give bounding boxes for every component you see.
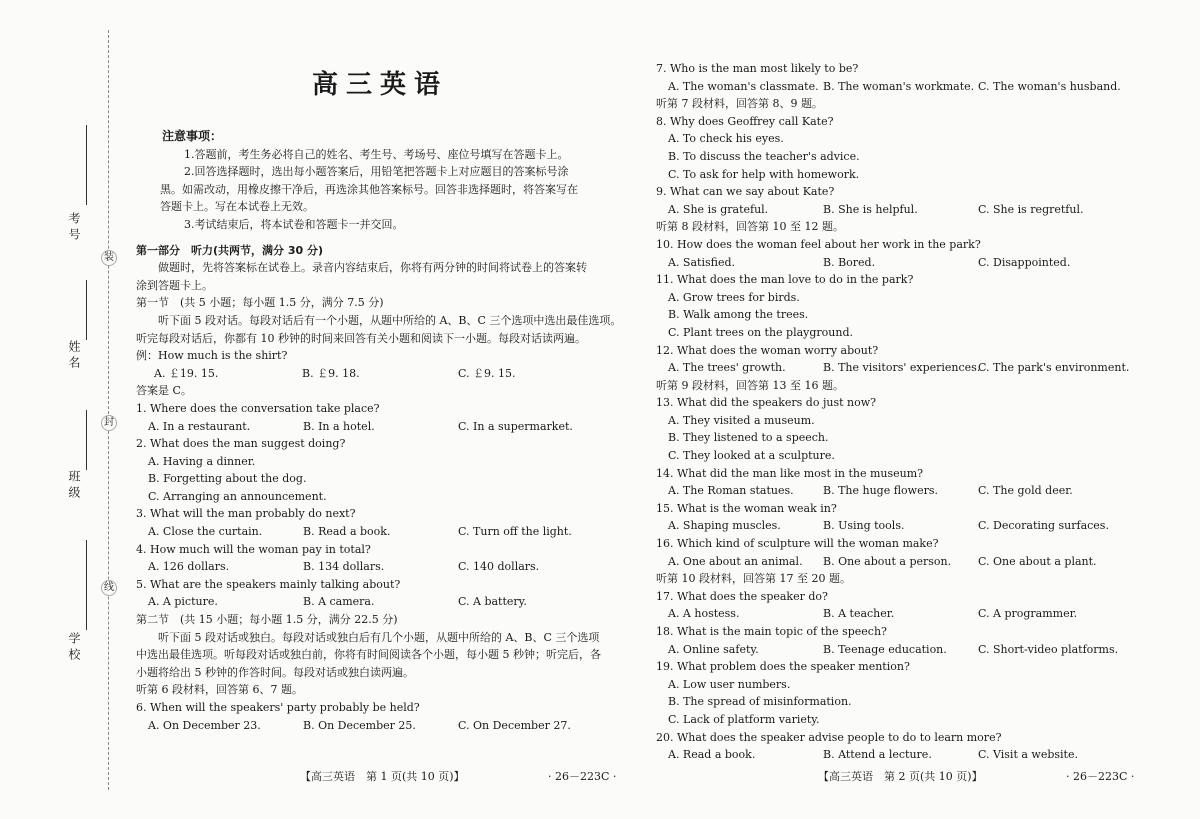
option-b: B. ￡9. 18. xyxy=(302,366,360,380)
option-b[interactable]: B. A camera. xyxy=(303,595,375,609)
option-c[interactable]: C. Plant trees on the playground. xyxy=(668,325,854,339)
notice-item: 1.答题前，考生务必将自己的姓名、考生号、考场号、座位号填写在答题卡上。 xyxy=(184,147,569,161)
option-c[interactable]: C. To ask for help with homework. xyxy=(668,167,860,181)
option-c[interactable]: C. The park's environment. xyxy=(978,361,1130,375)
notice-item: 黑。如需改动，用橡皮擦干净后，再选涂其他答案标号。回答非选择题时，将答案写在 xyxy=(160,182,578,196)
part1-intro: 做题时，先将答案标在试卷上。录音内容结束后，你将有两分钟的时间将试卷上的答案转 xyxy=(158,261,587,275)
options-17 xyxy=(656,605,1176,623)
option-c[interactable]: C. A battery. xyxy=(458,595,527,609)
option-b[interactable]: B. One about a person. xyxy=(823,554,952,568)
option-b[interactable]: B. Using tools. xyxy=(823,519,905,533)
option-a[interactable]: A. Online safety. xyxy=(668,642,759,656)
options-20 xyxy=(656,746,1176,764)
options-1 xyxy=(136,418,616,436)
question-7: 7. Who is the man most likely to be? xyxy=(656,62,859,75)
question-4: 4. How much will the woman pay in total? xyxy=(136,542,371,556)
section2-heading: 第二节 (共 15 小题；每小题 1.5 分，满分 22.5 分) xyxy=(136,613,398,627)
option-b[interactable]: B. Walk among the trees. xyxy=(668,308,809,322)
example-question: 例：How much is the shirt? xyxy=(136,349,288,363)
right-column xyxy=(656,60,1176,764)
option-c[interactable]: C. In a supermarket. xyxy=(458,419,573,433)
option-c[interactable]: C. They looked at a sculpture. xyxy=(668,449,835,463)
option-b[interactable]: B. The spread of misinformation. xyxy=(668,695,852,709)
option-b[interactable]: B. Read a book. xyxy=(303,525,391,539)
option-a[interactable]: A. The trees' growth. xyxy=(668,361,786,375)
section2-intro: 听下面 5 段对话或独白。每段对话或独白后有几个小题，从题中所给的 A、B、C 三个选项 xyxy=(158,630,600,644)
option-a[interactable]: A. Read a book. xyxy=(668,748,756,762)
question-2: 2. What does the man suggest doing? xyxy=(136,437,346,451)
left-column xyxy=(136,128,622,734)
options-16 xyxy=(656,553,1176,571)
question-10: 10. How does the woman feel about her work in the park? xyxy=(656,237,981,251)
option-a[interactable]: A. She is grateful. xyxy=(668,202,769,216)
option-c: C. ￡9. 15. xyxy=(458,366,516,380)
options-3 xyxy=(136,523,616,541)
option-c[interactable]: C. Turn off the light. xyxy=(458,525,572,539)
page-code-left: · 26－223C · xyxy=(548,770,617,783)
material-10-heading: 听第 10 段材料，回答第 17 至 20 题。 xyxy=(656,572,851,586)
option-a[interactable]: A. 126 dollars. xyxy=(148,560,230,574)
options-7 xyxy=(656,78,1176,96)
option-c[interactable]: C. Lack of platform variety. xyxy=(668,712,820,726)
option-b[interactable]: B. Teenage education. xyxy=(823,642,947,656)
option-b[interactable]: B. The woman's workmate. xyxy=(823,79,975,93)
page-footer-left: 【高三英语 第 1 页(共 10 页)】 xyxy=(300,770,465,783)
option-b[interactable]: B. 134 dollars. xyxy=(303,560,385,574)
option-a[interactable]: A. In a restaurant. xyxy=(148,419,251,433)
example-answer: 答案是 C。 xyxy=(136,384,192,398)
option-b[interactable]: B. The visitors' experiences. xyxy=(823,361,981,375)
question-19: 19. What problem does the speaker mention? xyxy=(656,660,910,674)
label-name: 姓名 xyxy=(67,340,81,372)
option-b[interactable]: B. She is helpful. xyxy=(823,202,918,216)
name-blank[interactable] xyxy=(86,280,87,340)
part1-heading: 第一部分 听力(共两节，满分 30 分) xyxy=(136,243,324,257)
question-9: 9. What can we say about Kate? xyxy=(656,185,835,199)
options-9 xyxy=(656,201,1176,219)
option-a[interactable]: A. Close the curtain. xyxy=(148,525,263,539)
section1-intro: 听完每段对话后，你都有 10 秒钟的时间来回答有关小题和阅读下一小题。每段对话读两遍。 xyxy=(136,331,586,345)
options-15 xyxy=(656,517,1176,535)
option-b[interactable]: B. To discuss the teacher's advice. xyxy=(668,149,860,163)
notice-item: 2.回答选择题时，选出每小题答案后，用铅笔把答题卡上对应题目的答案标号涂 xyxy=(184,165,569,179)
option-b[interactable]: B. Forgetting about the dog. xyxy=(148,472,307,486)
option-b[interactable]: B. Bored. xyxy=(823,255,876,269)
question-13: 13. What did the speakers do just now? xyxy=(656,396,877,410)
material-6-heading: 听第 6 段材料，回答第 6、7 题。 xyxy=(136,683,303,697)
options-5 xyxy=(136,593,616,611)
material-8-heading: 听第 8 段材料，回答第 10 至 12 题。 xyxy=(656,220,844,234)
option-c[interactable]: C. The gold deer. xyxy=(978,484,1073,498)
page-title: 高三英语 xyxy=(311,70,448,100)
question-6: 6. When will the speakers' party probably be held? xyxy=(136,701,420,714)
options-18 xyxy=(656,641,1176,659)
option-a: A. ￡19. 15. xyxy=(154,366,219,380)
option-a[interactable]: A. Low user numbers. xyxy=(668,677,791,691)
option-a[interactable]: A. On December 23. xyxy=(148,718,261,732)
option-c[interactable]: C. One about a plant. xyxy=(978,554,1097,568)
options-4 xyxy=(136,558,616,576)
question-16: 16. Which kind of sculpture will the woman make? xyxy=(656,537,939,551)
option-a[interactable]: A. The Roman statues. xyxy=(668,484,794,498)
notice-heading: 注意事项： xyxy=(162,129,223,143)
option-b[interactable]: B. On December 25. xyxy=(303,718,416,732)
seal-zhuang: 装 xyxy=(101,250,117,266)
exam-number-blank[interactable] xyxy=(86,125,87,205)
option-a[interactable]: A. Having a dinner. xyxy=(148,454,256,468)
notice-item: 答题卡上。写在本试卷上无效。 xyxy=(160,200,314,214)
option-a[interactable]: A. Shaping muscles. xyxy=(668,519,781,533)
option-c[interactable]: C. Short-video platforms. xyxy=(978,642,1119,656)
option-b[interactable]: B. They listened to a speech. xyxy=(668,431,829,445)
option-a[interactable]: A. A hostess. xyxy=(668,607,740,621)
section1-heading: 第一节 (共 5 小题；每小题 1.5 分，满分 7.5 分) xyxy=(136,296,384,310)
binding-margin xyxy=(0,0,120,819)
question-11: 11. What does the man love to do in the park? xyxy=(656,273,914,287)
options-12 xyxy=(656,359,1176,377)
school-blank[interactable] xyxy=(86,540,87,630)
page-footer-right: 【高三英语 第 2 页(共 10 页)】 xyxy=(818,770,983,783)
option-a[interactable]: A. They visited a museum. xyxy=(668,413,815,427)
option-c[interactable]: C. On December 27. xyxy=(458,718,571,732)
options-14 xyxy=(656,482,1176,500)
option-a[interactable]: A. The woman's classmate. xyxy=(668,79,819,93)
label-class: 班级 xyxy=(67,470,81,502)
cut-line xyxy=(108,30,109,790)
option-b[interactable]: B. Attend a lecture. xyxy=(823,748,932,762)
part1-intro: 涂到答题卡上。 xyxy=(136,278,213,292)
option-c[interactable]: C. The woman's husband. xyxy=(978,79,1121,93)
seal-xian: 线 xyxy=(101,580,117,596)
option-c[interactable]: C. She is regretful. xyxy=(978,202,1084,216)
option-b[interactable]: B. In a hotel. xyxy=(303,419,375,433)
option-b[interactable]: B. The huge flowers. xyxy=(823,484,939,498)
notice-item: 3.考试结束后，将本试卷和答题卡一并交回。 xyxy=(184,217,404,231)
option-a[interactable]: A. One about an animal. xyxy=(668,554,803,568)
question-12: 12. What does the woman worry about? xyxy=(656,343,879,357)
question-17: 17. What does the speaker do? xyxy=(656,589,828,603)
example-options xyxy=(136,365,616,383)
question-3: 3. What will the man probably do next? xyxy=(136,507,356,521)
option-c[interactable]: C. A programmer. xyxy=(978,607,1078,621)
section2-intro: 小题将给出 5 秒钟的作答时间。每段对话或独白读两遍。 xyxy=(136,665,414,679)
option-a[interactable]: A. Grow trees for birds. xyxy=(668,290,800,304)
material-7-heading: 听第 7 段材料，回答第 8、9 题。 xyxy=(656,97,823,111)
option-a[interactable]: A. A picture. xyxy=(148,595,218,609)
question-18: 18. What is the main topic of the speech? xyxy=(656,625,887,638)
question-5: 5. What are the speakers mainly talking about? xyxy=(136,577,401,591)
option-c[interactable]: C. Visit a website. xyxy=(978,748,1078,762)
option-a[interactable]: A. Satisfied. xyxy=(668,255,735,269)
material-9-heading: 听第 9 段材料，回答第 13 至 16 题。 xyxy=(656,378,844,392)
section1-intro: 听下面 5 段对话。每段对话后有一个小题，从题中所给的 A、B、C 三个选项中选出最佳选项。 xyxy=(158,313,622,327)
question-1: 1. Where does the conversation take place? xyxy=(136,401,380,415)
option-a[interactable]: A. To check his eyes. xyxy=(668,132,784,146)
section2-intro: 中选出最佳选项。听每段对话或独白前，你将有时间阅读各个小题，每小题 5 秒钟；听完后，各 xyxy=(136,648,601,662)
option-b[interactable]: B. A teacher. xyxy=(823,607,895,621)
page-code-right: · 26－223C · xyxy=(1066,770,1135,783)
option-c[interactable]: C. 140 dollars. xyxy=(458,560,540,574)
label-exam-number: 考号 xyxy=(67,212,81,244)
label-school: 学校 xyxy=(67,632,81,664)
option-c[interactable]: C. Decorating surfaces. xyxy=(978,519,1109,533)
option-c[interactable]: C. Disappointed. xyxy=(978,255,1071,269)
option-c[interactable]: C. Arranging an announcement. xyxy=(148,489,327,503)
question-14: 14. What did the man like most in the museum? xyxy=(656,466,924,480)
question-15: 15. What is the woman weak in? xyxy=(656,501,837,515)
options-6 xyxy=(136,717,616,735)
seal-feng: 封 xyxy=(101,415,117,431)
options-10 xyxy=(656,254,1176,272)
question-8: 8. Why does Geoffrey call Kate? xyxy=(656,114,834,128)
question-20: 20. What does the speaker advise people to do to learn more? xyxy=(656,730,1002,744)
class-blank[interactable] xyxy=(86,410,87,470)
